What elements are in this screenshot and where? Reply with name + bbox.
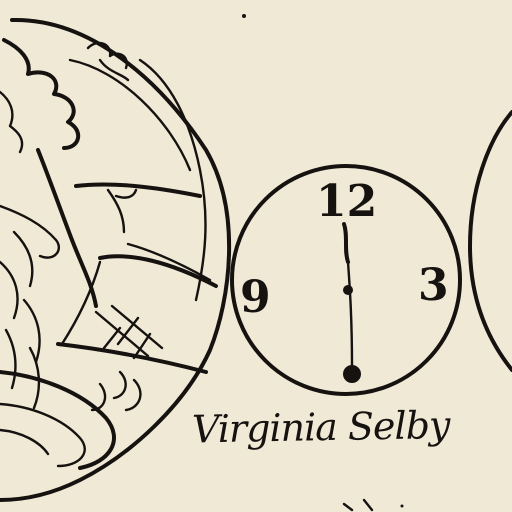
clock-hand-upper (344, 224, 348, 262)
clock (232, 166, 460, 394)
right-medallion (470, 112, 512, 370)
pool-ripple-inner (0, 404, 85, 466)
figure-face (0, 92, 22, 152)
figure-arm (0, 206, 59, 258)
figure-legs (6, 330, 39, 408)
figure-back (38, 150, 96, 306)
medallion-inner-arc (70, 60, 190, 170)
bench-back (76, 184, 200, 196)
clock-hand-lower (348, 262, 352, 366)
bench-side (128, 244, 210, 280)
clock-numeral-12: 12 (316, 176, 378, 227)
artist-signature: Virginia Selby (191, 402, 450, 452)
bench-base (58, 344, 206, 372)
figure-drapery (0, 232, 40, 362)
clock-center-pivot (343, 285, 353, 295)
arch-curve (140, 60, 206, 300)
right-medallion-border (470, 112, 512, 370)
flowers-detail (92, 372, 140, 410)
clock-hand-tip (343, 365, 361, 383)
clock-numeral-9: 9 (240, 272, 271, 323)
bench-post (108, 190, 136, 232)
clock-numeral-3: 3 (418, 260, 449, 311)
